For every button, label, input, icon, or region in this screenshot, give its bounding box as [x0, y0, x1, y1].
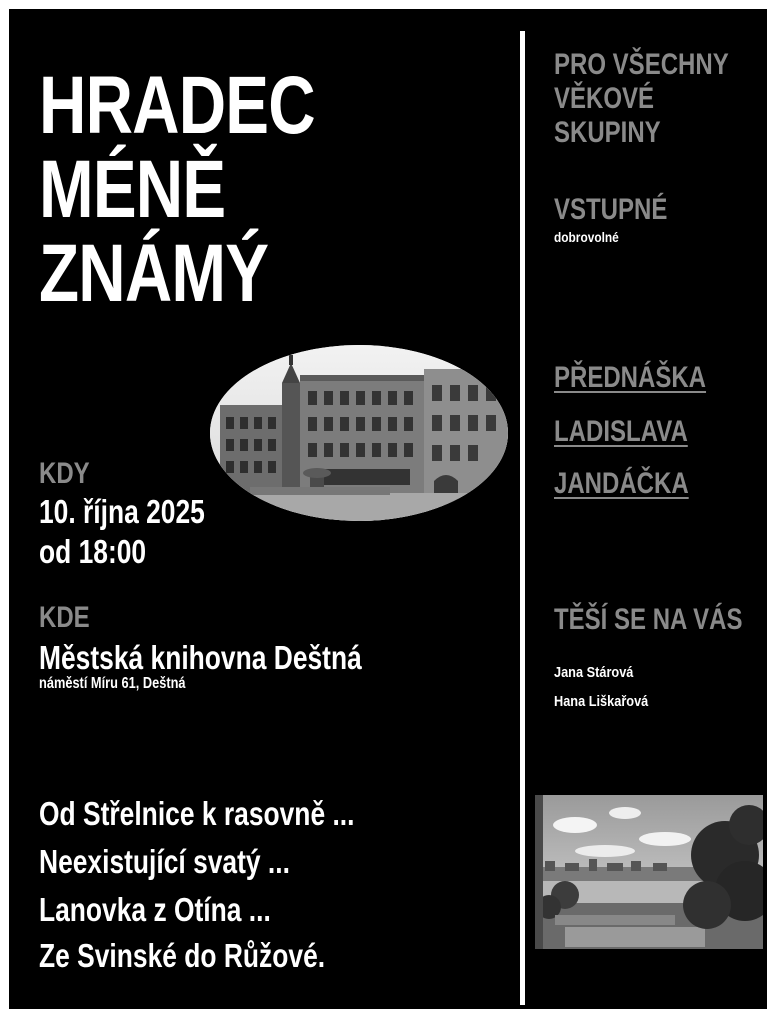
where-label: KDE [39, 601, 90, 634]
topic-item: Neexistující svatý ... [39, 843, 290, 880]
audience-line-2: VĚKOVÉ [554, 82, 655, 115]
audience-line-1: PRO VŠECHNY [554, 48, 729, 81]
event-date: 10. října 2025 [39, 493, 205, 530]
lecture-line-3: JANDÁČKA [554, 467, 689, 500]
lecture-line-1: PŘEDNÁŠKA [554, 361, 707, 394]
title-line-3: ZNÁMÝ [39, 228, 269, 319]
poster [9, 9, 767, 1009]
admission-label: VSTUPNÉ [554, 193, 668, 226]
title-line-1: HRADEC [39, 60, 315, 151]
host-name: Jana Stárová [554, 664, 634, 681]
town-river-view-photo [535, 795, 763, 949]
vertical-divider [520, 31, 525, 1005]
event-time: od 18:00 [39, 533, 147, 570]
hosts-label: TĚŠÍ SE NA VÁS [554, 603, 743, 636]
venue-name: Městská knihovna Deštná [39, 639, 362, 676]
when-label: KDY [39, 457, 90, 490]
topic-item: Od Střelnice k rasovně ... [39, 795, 355, 832]
historic-town-square-photo [210, 345, 508, 521]
lecture-line-2: LADISLAVA [554, 415, 688, 448]
admission-value: dobrovolné [554, 229, 619, 245]
host-name: Hana Liškařová [554, 693, 649, 710]
topic-item: Ze Svinské do Růžové. [39, 937, 326, 974]
title-line-2: MÉNĚ [39, 144, 226, 235]
topic-item: Lanovka z Otína ... [39, 891, 271, 928]
venue-address: náměstí Míru 61, Deštná [39, 675, 186, 692]
audience-line-3: SKUPINY [554, 116, 661, 149]
